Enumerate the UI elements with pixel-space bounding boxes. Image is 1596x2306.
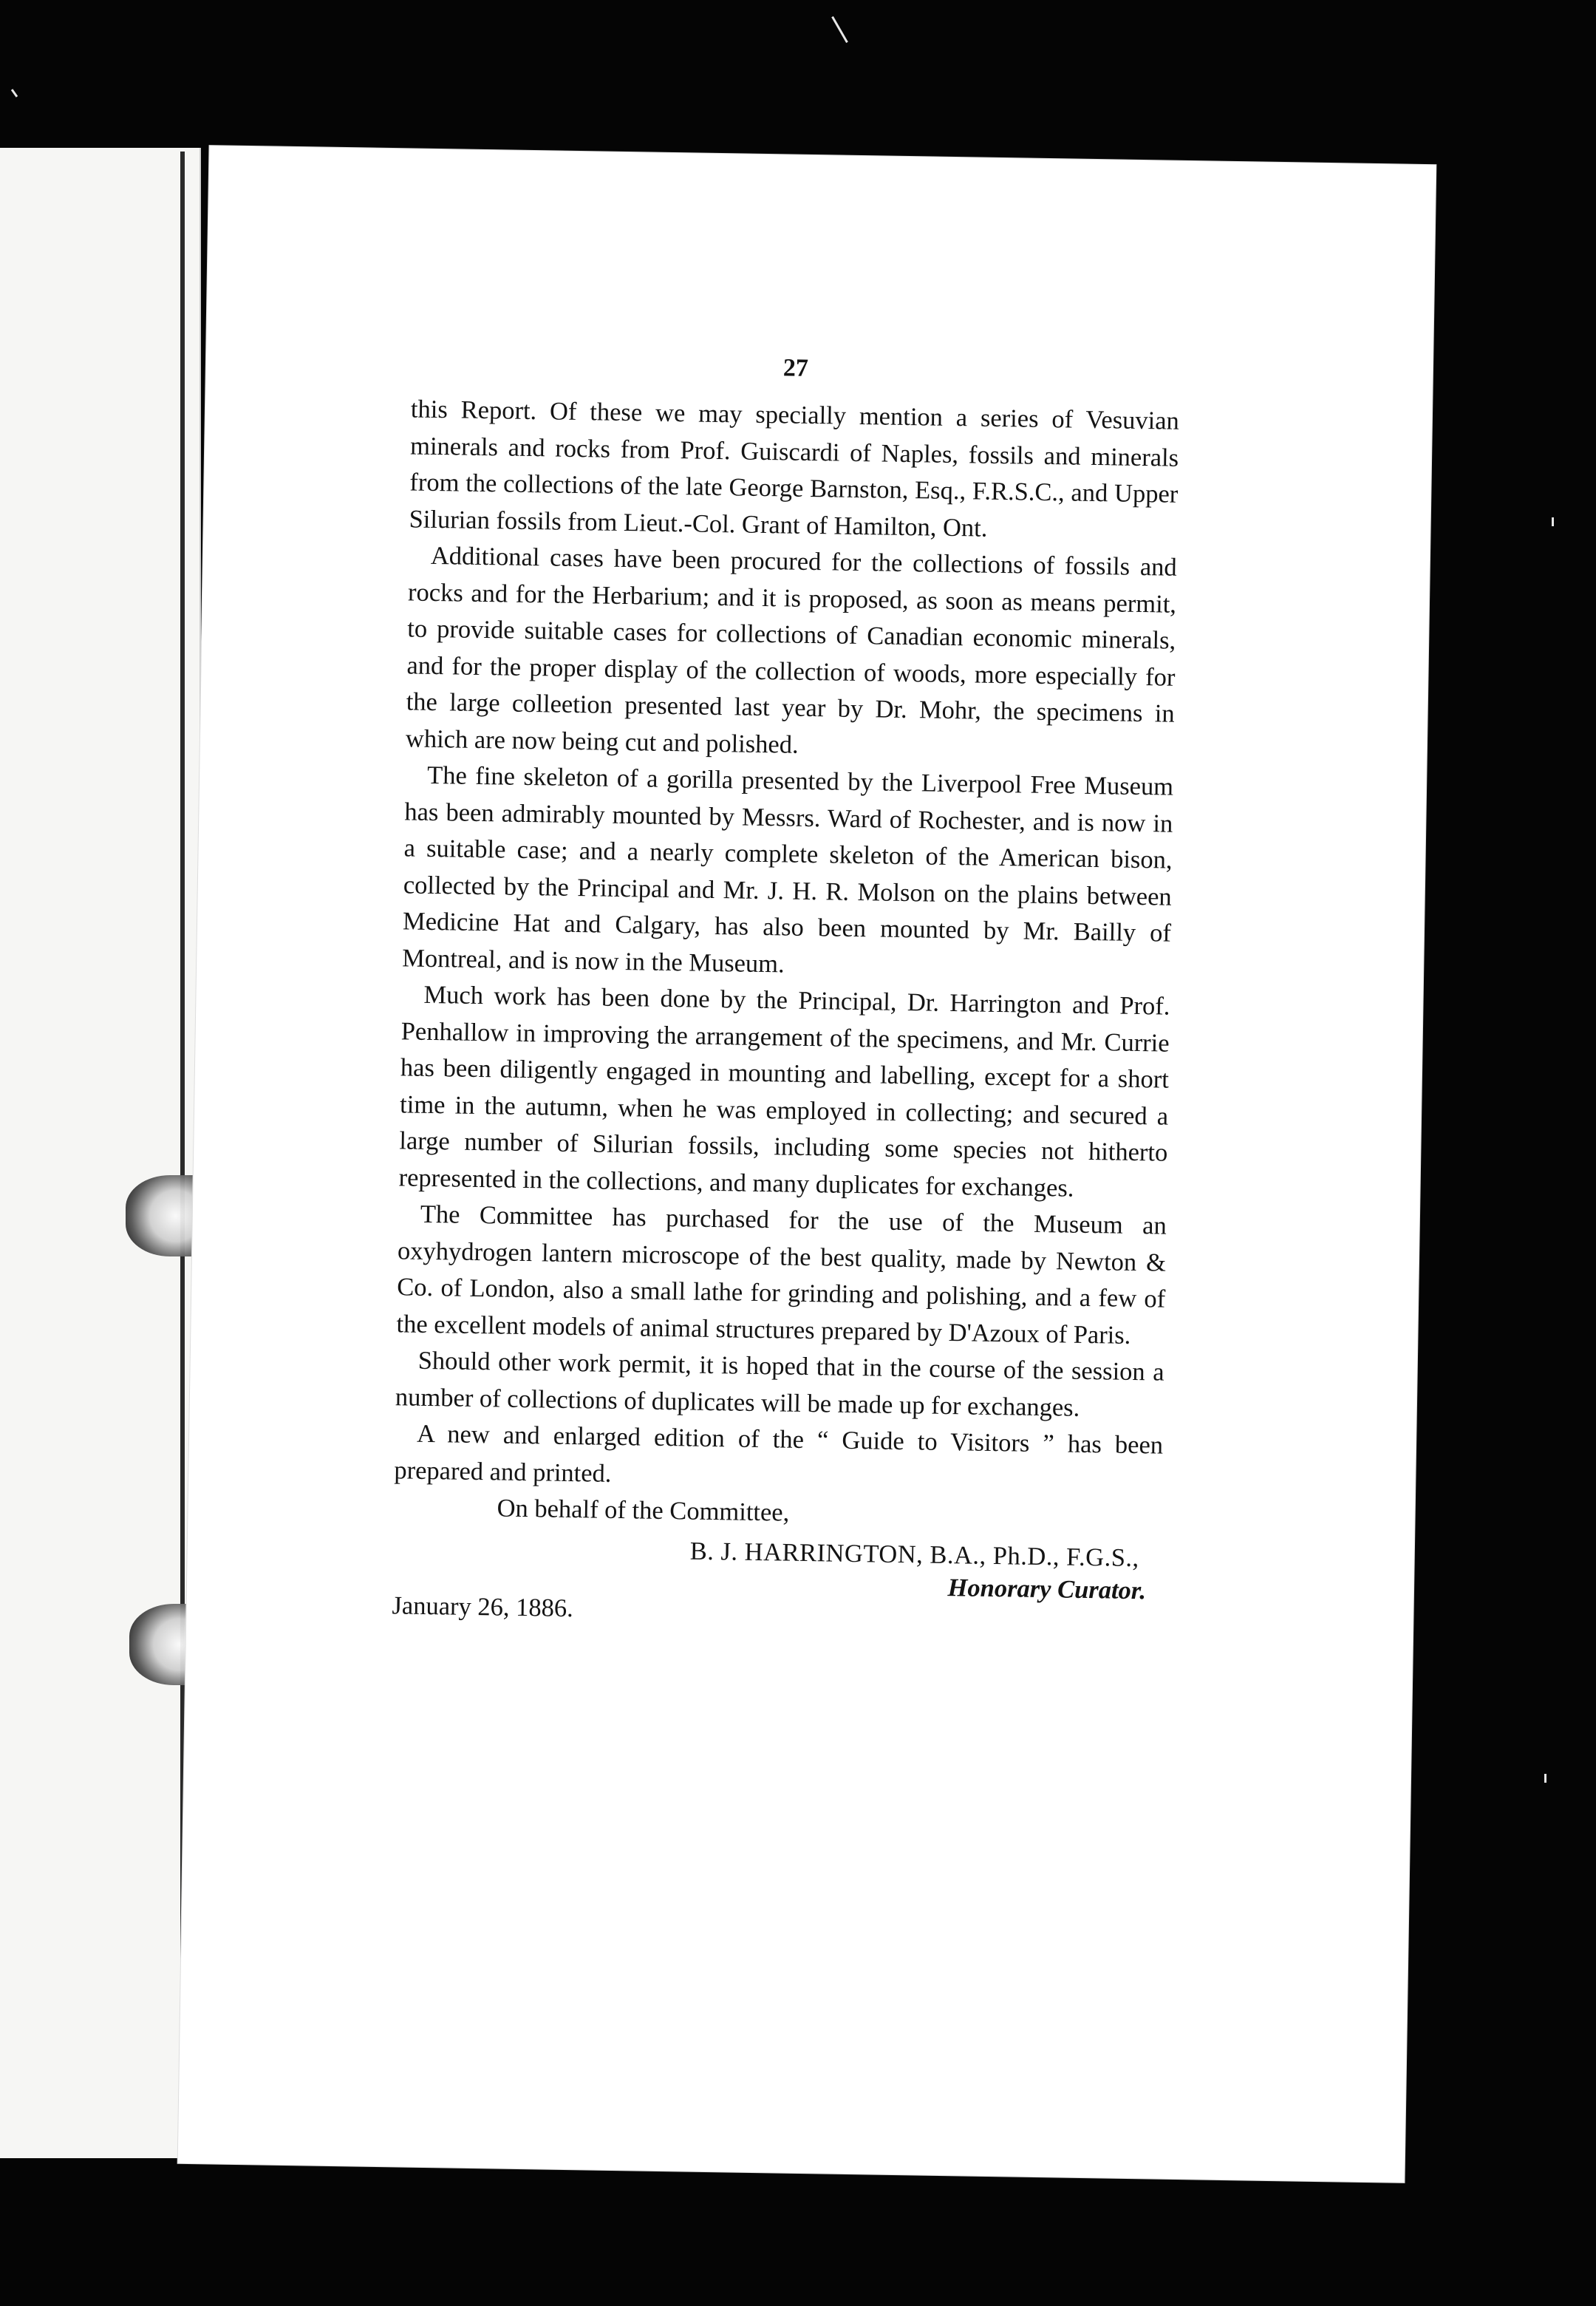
- paragraph: The fine skeleton of a gorilla presented by the Liverpool Free Museum has been admirably mounted by Messrs. Ward of Rochester, and is now in a suitable case; and a nearly complete skeleton of the American bison, collected by the Principal and Mr. J. H. R. Molson on the plains between Medicine Hat and Calgary, has also been mounted by Mr. Bailly of Montreal, and is now in the Museum.: [402, 761, 1174, 978]
- report-date: January 26, 1886.: [392, 1591, 574, 1623]
- signature-title: Honorary Curator.: [947, 1574, 1147, 1605]
- document-page: [178, 146, 1436, 2183]
- paragraph: Much work has been done by the Principal, Dr. Harrington and Prof. Penhallow in improving the arrangement of the specimens, and Mr. Currie has been diligently engaged in mounting and labelling, except for a short time in the autumn, when he was employed in collecting; and secured a large number of Silurian fossils, including some species not hitherto represented in the collections, and many duplicates for exchanges.: [398, 980, 1170, 1203]
- scan-speck: [1544, 1774, 1546, 1783]
- scan-speck: [1552, 517, 1554, 526]
- scan-speck: [831, 16, 848, 43]
- signature-name: B. J. HARRINGTON, B.A., Ph.D., F.G.S.,: [689, 1537, 1139, 1572]
- page-number: 27: [782, 354, 809, 382]
- paragraph: this Report. Of these we may specially mention a series of Vesuvian minerals and rocks from Prof. Guiscardi of Naples, fossils and minerals from the collections of the late George Barnston, Esq., F.R.S.C., and Upper Silurian fossils from Lieut.-Col. Grant of Hamilton, Ont.: [409, 395, 1180, 543]
- paragraph: Additional cases have been procured for the collections of fossils and rocks and for the Herbarium; and it is proposed, as soon as means permit, to provide suitable cases for collections of Canadian economic minerals, and for the proper display of the collection of woods, more especially for the large colleetion presented last year by Dr. Mohr, the specimens in which are now being cut and polished.: [405, 541, 1178, 759]
- page-content: [392, 348, 1180, 1650]
- paragraph: Should other work permit, it is hoped that in the course of the session a number of collections of duplicates will be made up for exchanges.: [395, 1346, 1164, 1422]
- paragraph: A new and enlarged edition of the “ Guide to Visitors ” has been prepared and printed.: [394, 1419, 1164, 1488]
- signature-block: [392, 1565, 1161, 1650]
- scan-speck: [11, 89, 18, 98]
- paragraph: The Committee has purchased for the use of the Museum an oxyhydrogen lantern microscope of the best quality, made by Newton & Co. of London, also a small lathe for grinding and polishing, and a few of the excellent models of animal structures prepared by D'Azoux of Paris.: [396, 1200, 1167, 1350]
- facing-page-edge: [0, 148, 201, 2158]
- closing-line: On behalf of the Committee,: [497, 1494, 790, 1527]
